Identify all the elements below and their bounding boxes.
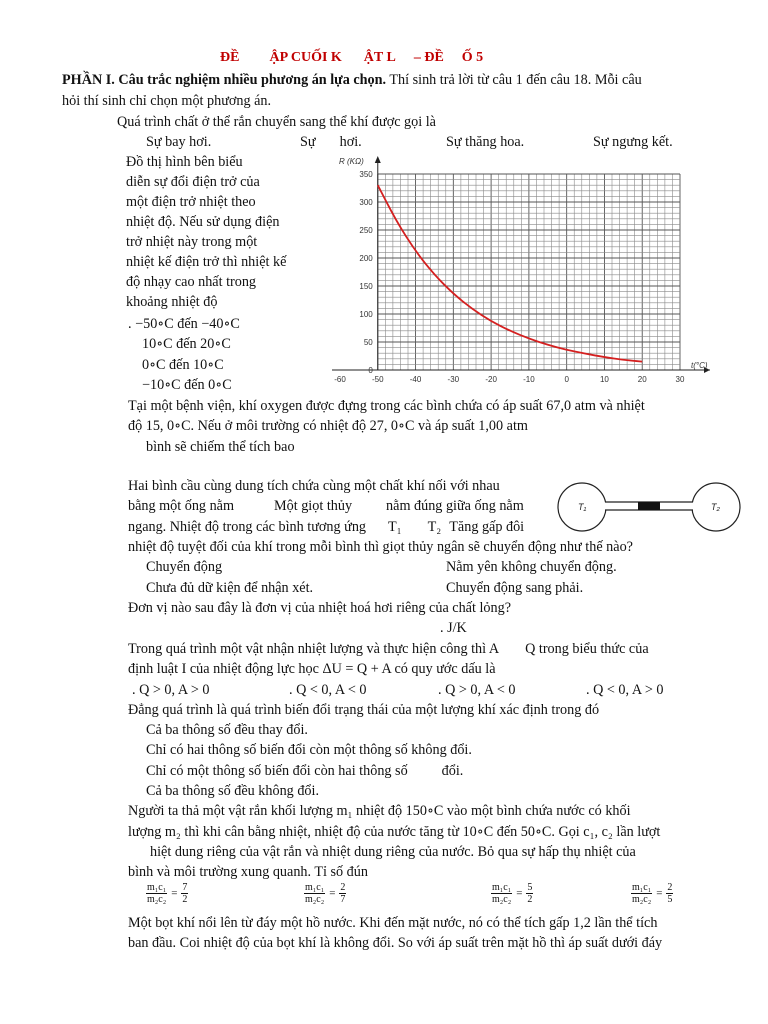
q4-option-b[interactable]: Nằm yên không chuyển động.: [446, 559, 617, 575]
part1-intro-line2: hỏi thí sinh chỉ chọn một phương án.: [62, 93, 272, 109]
equals-sign: =: [656, 887, 663, 900]
q1-stem: Quá trình chất ở thể rắn chuyển sang thể khí được gọi là: [117, 114, 436, 130]
q2-line: độ nhạy cao nhất trong: [126, 274, 257, 290]
q8-line3: hiệt dung riêng của vật rắn và nhiệt dung riêng của nước. Bỏ qua sự hấp thụ nhiệt của: [150, 844, 636, 860]
y-axis-arrow: [375, 156, 381, 163]
q4-line2: [128, 496, 524, 516]
q6-option-c[interactable]: . Q > 0, A < 0: [438, 682, 516, 698]
q1-option-a[interactable]: Sự bay hơi.: [146, 134, 212, 150]
x-tick-label: 10: [599, 375, 609, 384]
answer-fraction: [526, 882, 533, 905]
exam-title: [220, 50, 483, 66]
frac-num: m₁c₁: [632, 882, 652, 893]
frac-den: 2: [527, 894, 533, 905]
y-tick-label: 50: [363, 338, 373, 347]
chart-axes: [332, 156, 710, 373]
y-tick-label: 150: [359, 282, 373, 291]
frac-den: 7: [340, 894, 346, 905]
q7-stem: Đẳng quá trình là quá trình biến đổi trạng thái của một lượng khí xác định trong đó: [128, 702, 600, 718]
title-part: ẬT L: [363, 50, 396, 65]
q2-option-c[interactable]: 0∘C đến 10∘C: [142, 357, 224, 373]
x-tick-label: -60: [334, 375, 346, 384]
q2-line: Đồ thị hình bên biểu: [126, 154, 243, 170]
x-tick-label: -20: [485, 375, 497, 384]
title-part: ĐỀ: [220, 50, 240, 65]
q9-line1: Một bọt khí nổi lên từ đáy một hồ nước. Khi đến mặt nước, nó có thể tích gấp 1,2 lần thể tích: [128, 915, 658, 931]
q9-line2: ban đầu. Coi nhiệt độ của bọt khí là không đổi. So với áp suất trên mặt hồ thì áp suất dưới đáy: [128, 935, 663, 951]
x-tick-label: -50: [371, 375, 384, 384]
q4-line4: nhiệt độ tuyệt đối của khí trong mỗi bình thì giọt thủy ngân sẽ chuyển động như thế nào?: [128, 539, 633, 555]
frac-num: 5: [527, 882, 533, 893]
q4-option-c[interactable]: Chưa đủ dữ kiện để nhận xét.: [146, 580, 314, 596]
y-tick-label: 100: [359, 310, 373, 319]
q7-option-a[interactable]: Cả ba thông số đều thay đổi.: [146, 722, 308, 738]
q4-line2-part: nằm đúng giữa ống nằm: [386, 498, 524, 514]
answer-fraction: [181, 882, 188, 905]
frac-num: m₁c₁: [147, 882, 167, 893]
ratio-fraction: [304, 882, 325, 905]
q2-line: khoảng nhiệt độ: [126, 294, 218, 310]
ratio-fraction: [146, 882, 167, 905]
y-tick-label: 250: [359, 226, 373, 235]
q8-line1: Người ta thả một vật rắn khối lượng m₁ nhiệt độ 150∘C vào một bình chứa nước có khối: [128, 803, 631, 819]
q7-option-d[interactable]: Cả ba thông số đều không đổi.: [146, 783, 319, 799]
q7-option-c[interactable]: [146, 761, 463, 781]
frac-den: 2: [182, 894, 188, 905]
q5-stem: Đơn vị nào sau đây là đơn vị của nhiệt hoá hơi riêng của chất lỏng?: [128, 600, 511, 616]
x-tick-label: -10: [523, 375, 535, 384]
q8-option-a[interactable]: [146, 882, 188, 905]
q2-line: nhiệt kế điện trở thì nhiệt kế: [126, 254, 287, 270]
q4-line3-part: T₂: [427, 519, 442, 535]
y-tick-label: 350: [359, 170, 373, 179]
frac-den: 5: [667, 894, 673, 905]
answer-fraction: [666, 882, 673, 905]
part1-heading: PHẦN I. Câu trắc nghiệm nhiều phương án lựa chọn.: [62, 72, 387, 88]
frac-num: 7: [182, 882, 188, 893]
q2-option-d[interactable]: −10∘C đến 0∘C: [142, 377, 232, 393]
title-part: Ố 5: [461, 50, 484, 65]
x-tick-label: 30: [675, 375, 685, 384]
label-t1: T₁: [578, 502, 587, 512]
y-tick-label: 0: [368, 366, 373, 375]
q4-line3-part: ngang. Nhiệt độ trong các bình tương ứng: [128, 519, 367, 535]
resistance-temperature-chart: [300, 152, 720, 392]
y-tick-label: 200: [359, 254, 373, 263]
q1-option-b-part1: Sự: [300, 134, 316, 150]
frac-den: m₂c₂: [632, 894, 652, 905]
y-tick-label: 300: [359, 198, 373, 207]
q4-line2-part: bằng một ống nằm: [128, 498, 234, 514]
equals-sign: =: [516, 887, 523, 900]
ratio-fraction: [631, 882, 652, 905]
frac-num: 2: [340, 882, 346, 893]
q4-line3: [128, 517, 524, 537]
q8-option-c[interactable]: [491, 882, 533, 905]
q6-option-d[interactable]: . Q < 0, A > 0: [586, 682, 664, 698]
part1-intro-text: Thí sinh trả lời từ câu 1 đến câu 18. Mỗi câu: [386, 72, 642, 88]
q8-line4: bình và môi trường xung quanh. Tỉ số đún: [128, 864, 368, 880]
x-tick-label: 20: [637, 375, 647, 384]
equals-sign: =: [171, 887, 178, 900]
q2-line: diễn sự đổi điện trở của: [126, 174, 260, 190]
q2-line: nhiệt độ. Nếu sử dụng điện: [126, 214, 280, 230]
answer-fraction: [339, 882, 346, 905]
q8-option-b[interactable]: [304, 882, 346, 905]
chart-series: [378, 185, 642, 361]
series-line: [378, 185, 642, 361]
q7-option-c-part: Chỉ có một thông số biến đổi còn hai thông số: [146, 763, 408, 779]
q6-line2: định luật I của nhiệt động lực học ΔU = Q + A có quy ước dấu là: [128, 661, 496, 677]
q1-option-c[interactable]: Sự thăng hoa.: [446, 134, 525, 150]
q2-option-a[interactable]: . −50∘C đến −40∘C: [128, 316, 240, 332]
frac-num: m₁c₁: [492, 882, 512, 893]
q6-option-a[interactable]: . Q > 0, A > 0: [132, 682, 210, 698]
q3-line2: độ 15, 0∘C. Nếu ở môi trường có nhiệt độ 27, 0∘C và áp suất 1,00 atm: [128, 418, 528, 434]
q2-option-b[interactable]: 10∘C đến 20∘C: [142, 336, 231, 352]
q4-line3-part: T₁: [388, 519, 402, 535]
two-bulb-figure: [554, 476, 746, 540]
mercury-drop: [638, 502, 660, 510]
q1-option-d[interactable]: Sự ngưng kết.: [593, 134, 673, 150]
q3-line3: bình sẽ chiếm thể tích bao: [146, 439, 295, 455]
frac-den: m₂c₂: [305, 894, 325, 905]
chart-xlabel: t(°C): [691, 361, 708, 370]
q7-option-b[interactable]: Chỉ có hai thông số biến đổi còn một thông số không đổi.: [146, 742, 472, 758]
q7-option-c-part: đổi.: [441, 763, 464, 779]
q2-line: một điện trở nhiệt theo: [126, 194, 256, 210]
q4-option-d[interactable]: Chuyển động sang phải.: [446, 580, 584, 596]
q4-line2-part: Một giọt thủy: [274, 498, 353, 514]
q1-option-b-part2: hơi.: [339, 134, 362, 150]
chart-ylabel: R (KΩ): [339, 157, 364, 166]
q2-line: trở nhiệt này trong một: [126, 234, 258, 250]
q4-line1: Hai bình cầu cùng dung tích chứa cùng một chất khí nối với nhau: [128, 478, 500, 494]
part1-intro: [62, 70, 642, 90]
x-tick-label: 0: [564, 375, 569, 384]
q4-line3-part: Tăng gấp đôi: [449, 519, 525, 535]
q1-option-b[interactable]: [300, 132, 362, 152]
x-tick-label: -40: [409, 375, 422, 384]
ratio-fraction: [491, 882, 512, 905]
q8-option-d[interactable]: [631, 882, 673, 905]
q6-line1-part: Q trong biểu thức của: [525, 641, 649, 657]
q6-option-b[interactable]: . Q < 0, A < 0: [289, 682, 367, 698]
q3-line1: Tại một bệnh viện, khí oxygen được đựng trong các bình chứa có áp suất 67,0 atm và nhiệt: [128, 398, 645, 414]
frac-den: m₂c₂: [147, 894, 167, 905]
q4-option-a[interactable]: Chuyển động: [146, 559, 223, 575]
q2-stem: [126, 152, 302, 312]
equals-sign: =: [329, 887, 336, 900]
x-tick-label: -30: [447, 375, 460, 384]
title-part: – ĐỀ: [413, 50, 444, 65]
chart-grid: [378, 174, 680, 370]
q6-line1: [128, 639, 649, 659]
title-part: ẬP CUỐI K: [269, 50, 342, 65]
q8-line2: lượng m₂ thì khi cân bằng nhiệt, nhiệt độ của nước tăng từ 10∘C đến 50∘C. Gọi c₁, c₂ lần lượt: [128, 824, 661, 840]
frac-den: m₂c₂: [492, 894, 512, 905]
frac-num: m₁c₁: [305, 882, 325, 893]
frac-num: 2: [667, 882, 673, 893]
q5-option-a[interactable]: . J/K: [440, 620, 467, 636]
q6-line1-part: Trong quá trình một vật nhận nhiệt lượng và thực hiện công thì A: [128, 641, 500, 657]
label-t2: T₂: [711, 502, 720, 512]
